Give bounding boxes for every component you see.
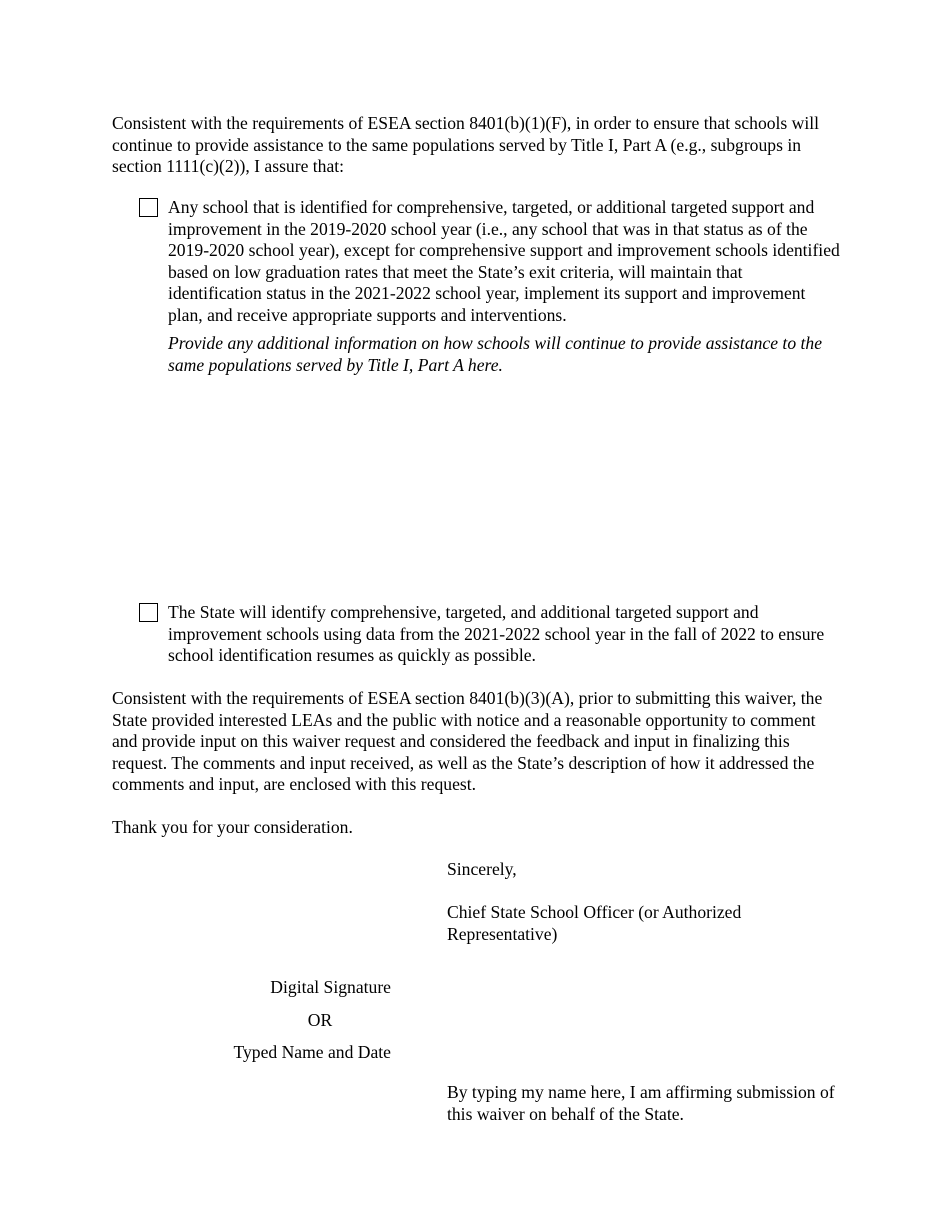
or-label: OR	[307, 1010, 333, 1030]
additional-information-response-field[interactable]	[168, 385, 840, 585]
digital-signature-label: Digital Signature	[270, 977, 391, 997]
sincerely-text: Sincerely,	[447, 859, 517, 879]
consultation-paragraph: Consistent with the requirements of ESEA section 8401(b)(3)(A), prior to submitting this waiver, the State provided interested LEAs and the public with notice and a reasonable opportunity to comment and provide input on this waiver request and considered the feedback and input in finalizing this request. The comments and input received, as well as the State’s description of how it addressed the comments and input, are enclosed with this request.	[112, 688, 823, 795]
typed-name-date-label: Typed Name and Date	[233, 1042, 391, 1062]
affirmation-text: By typing my name here, I am affirming submission of this waiver on behalf of the State.	[447, 1082, 835, 1124]
assurance-1-prompt: Provide any additional information on how schools will continue to provide assistance to the same populations served by Title I, Part A here.	[168, 333, 823, 375]
signer-title: Chief State School Officer (or Authorized Representative)	[447, 902, 742, 944]
digital-signature-field[interactable]	[447, 970, 837, 1010]
intro-paragraph: Consistent with the requirements of ESEA section 8401(b)(1)(F), in order to ensure that schools will continue to provide assistance to the same populations served by Title I, Part A (e.g., subgroups in section 1111(c)(2)), I assure that:	[112, 113, 820, 177]
assurance-2-checkbox[interactable]	[139, 603, 158, 622]
assurance-2-text: The State will identify comprehensive, targeted, and additional targeted support and improvement schools using data from the 2021-2022 school year in the fall of 2022 to ensure school identification resumes as quickly as possible.	[168, 602, 825, 666]
thank-you-text: Thank you for your consideration.	[112, 817, 353, 837]
assurance-1-checkbox[interactable]	[139, 198, 158, 217]
typed-name-date-field[interactable]	[447, 1036, 837, 1076]
assurance-1-text: Any school that is identified for comprehensive, targeted, or additional targeted support and improvement in the 2019-2020 school year (i.e., any school that was in that status as of the 2019-2020 school year), except for comprehensive support and improvement schools identified based on low graduation rates that meet the State’s exit criteria, will maintain that identification status in the 2021-2022 school year, implement its support and improvement plan, and receive appropriate supports and interventions.	[168, 197, 840, 325]
